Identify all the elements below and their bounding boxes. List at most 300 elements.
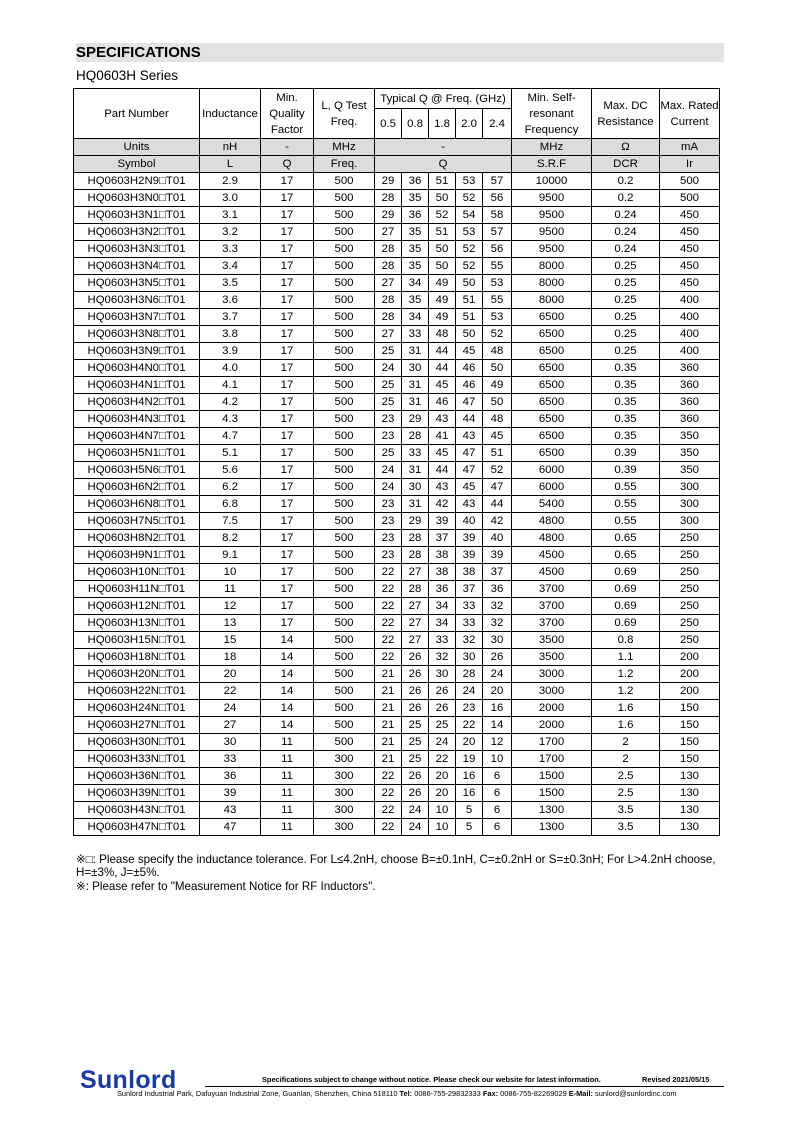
table-cell: 25 [402, 717, 429, 734]
part-number-cell: HQ0603H3N2□T01 [74, 224, 200, 241]
table-row [74, 700, 720, 717]
table-cell: 17 [261, 479, 314, 496]
table-cell: 450 [660, 275, 720, 292]
part-number-cell: HQ0603H3N1□T01 [74, 207, 200, 224]
table-cell: 33 [200, 751, 261, 768]
table-cell: 17 [261, 343, 314, 360]
table-cell: 48 [483, 343, 512, 360]
table-cell: 11 [261, 751, 314, 768]
table-cell: 36 [429, 581, 456, 598]
table-cell: 500 [314, 275, 375, 292]
table-row [74, 717, 720, 734]
table-cell: 20 [483, 683, 512, 700]
table-cell: 500 [314, 513, 375, 530]
table-cell: 14 [261, 649, 314, 666]
table-cell: 0.24 [592, 241, 660, 258]
table-cell: 50 [456, 326, 483, 343]
table-cell: 6.2 [200, 479, 261, 496]
table-cell: 6 [483, 785, 512, 802]
table-cell: 27 [375, 224, 402, 241]
part-number-cell: HQ0603H43N□T01 [74, 802, 200, 819]
table-cell: 18 [200, 649, 261, 666]
table-cell: 0.55 [592, 513, 660, 530]
table-cell: 150 [660, 700, 720, 717]
part-number-cell: HQ0603H4N1□T01 [74, 377, 200, 394]
table-cell: 350 [660, 428, 720, 445]
table-row [74, 598, 720, 615]
table-cell: 3500 [512, 632, 592, 649]
table-cell: 46 [456, 360, 483, 377]
table-cell: 500 [660, 173, 720, 190]
table-cell: 500 [314, 224, 375, 241]
table-cell: 0.35 [592, 377, 660, 394]
table-cell: 1500 [512, 785, 592, 802]
table-cell: 23 [375, 547, 402, 564]
note-measurement: ※: Please refer to "Measurement Notice for RF Inductors". [76, 879, 376, 893]
table-cell: 6 [483, 819, 512, 836]
table-cell: 3700 [512, 581, 592, 598]
table-cell: 17 [261, 207, 314, 224]
table-cell: 50 [483, 394, 512, 411]
table-cell: 14 [261, 700, 314, 717]
table-cell: 40 [456, 513, 483, 530]
header-freq: 1.8 [429, 109, 456, 139]
table-cell: 50 [429, 258, 456, 275]
table-cell: 25 [429, 717, 456, 734]
table-cell: 500 [314, 496, 375, 513]
table-cell: 55 [483, 258, 512, 275]
table-cell: 10 [483, 751, 512, 768]
table-cell: 38 [456, 564, 483, 581]
table-cell: 30 [402, 360, 429, 377]
table-cell: 0.24 [592, 224, 660, 241]
table-cell: 20 [456, 734, 483, 751]
table-cell: 32 [483, 615, 512, 632]
fax-value: 0086-755-82269029 [500, 1089, 567, 1098]
table-cell: 9500 [512, 224, 592, 241]
units-cell: nH [200, 139, 261, 156]
table-cell: 33 [429, 632, 456, 649]
table-cell: 8000 [512, 258, 592, 275]
part-number-cell: HQ0603H9N1□T01 [74, 547, 200, 564]
table-cell: 500 [314, 190, 375, 207]
table-cell: 6500 [512, 343, 592, 360]
table-cell: 53 [483, 309, 512, 326]
table-cell: 0.25 [592, 258, 660, 275]
table-cell: 39 [429, 513, 456, 530]
table-cell: 3500 [512, 649, 592, 666]
table-cell: 35 [402, 292, 429, 309]
table-cell: 24 [402, 802, 429, 819]
table-cell: 44 [429, 360, 456, 377]
table-row [74, 343, 720, 360]
table-cell: 22 [456, 717, 483, 734]
table-cell: 47 [456, 394, 483, 411]
table-cell: 48 [429, 326, 456, 343]
table-cell: 15 [200, 632, 261, 649]
table-cell: 10 [429, 802, 456, 819]
table-cell: 0.69 [592, 564, 660, 581]
table-cell: 49 [429, 292, 456, 309]
table-cell: 5400 [512, 496, 592, 513]
table-cell: 3.4 [200, 258, 261, 275]
table-cell: 57 [483, 224, 512, 241]
table-cell: 27 [402, 632, 429, 649]
table-cell: 1700 [512, 734, 592, 751]
table-cell: 29 [375, 173, 402, 190]
table-cell: 27 [200, 717, 261, 734]
table-cell: 22 [200, 683, 261, 700]
footer-revised: Revised 2021/05/15 [642, 1075, 710, 1084]
table-cell: 6 [483, 802, 512, 819]
table-cell: 300 [314, 768, 375, 785]
table-cell: 17 [261, 564, 314, 581]
table-cell: 24 [483, 666, 512, 683]
table-cell: 14 [261, 717, 314, 734]
header-current: Max. Rated Current [660, 89, 720, 139]
table-cell: 130 [660, 819, 720, 836]
table-cell: 11 [261, 785, 314, 802]
part-number-cell: HQ0603H3N5□T01 [74, 275, 200, 292]
table-row [74, 581, 720, 598]
table-cell: 6.8 [200, 496, 261, 513]
part-number-cell: HQ0603H4N0□T01 [74, 360, 200, 377]
table-cell: 1500 [512, 768, 592, 785]
symbol-cell: DCR [592, 156, 660, 173]
part-number-cell: HQ0603H47N□T01 [74, 819, 200, 836]
table-cell: 23 [456, 700, 483, 717]
table-cell: 3.9 [200, 343, 261, 360]
table-cell: 39 [456, 547, 483, 564]
table-cell: 52 [483, 326, 512, 343]
table-cell: 3.5 [592, 802, 660, 819]
part-number-cell: HQ0603H3N0□T01 [74, 190, 200, 207]
table-cell: 17 [261, 258, 314, 275]
table-cell: 5 [456, 802, 483, 819]
table-cell: 250 [660, 632, 720, 649]
table-cell: 21 [375, 734, 402, 751]
table-cell: 53 [483, 275, 512, 292]
email-value: sunlord@sunlordinc.com [595, 1089, 677, 1098]
table-row [74, 496, 720, 513]
table-cell: 28 [375, 241, 402, 258]
table-cell: 22 [375, 581, 402, 598]
table-row [74, 207, 720, 224]
units-row [74, 139, 720, 156]
table-cell: 34 [429, 598, 456, 615]
table-cell: 27 [402, 598, 429, 615]
table-cell: 45 [429, 445, 456, 462]
part-number-cell: HQ0603H3N7□T01 [74, 309, 200, 326]
table-cell: 58 [483, 207, 512, 224]
table-cell: 0.2 [592, 190, 660, 207]
table-cell: 0.69 [592, 615, 660, 632]
table-cell: 21 [375, 700, 402, 717]
table-cell: 20 [200, 666, 261, 683]
table-cell: 17 [261, 411, 314, 428]
table-cell: 42 [429, 496, 456, 513]
table-cell: 53 [456, 173, 483, 190]
footer-address: Sunlord Industrial Park, Dafuyuan Industrial Zone, Guanlan, Shenzhen, China 518110 [117, 1089, 398, 1098]
table-cell: 39 [483, 547, 512, 564]
table-cell: 36 [402, 207, 429, 224]
table-cell: 24 [375, 462, 402, 479]
table-cell: 26 [483, 649, 512, 666]
header-row-1 [74, 89, 720, 109]
table-cell: 34 [402, 275, 429, 292]
table-cell: 22 [375, 632, 402, 649]
table-row [74, 462, 720, 479]
table-cell: 500 [314, 394, 375, 411]
part-number-cell: HQ0603H3N8□T01 [74, 326, 200, 343]
table-cell: 450 [660, 258, 720, 275]
table-cell: 360 [660, 411, 720, 428]
table-cell: 1.6 [592, 700, 660, 717]
table-cell: 25 [375, 377, 402, 394]
section-title: SPECIFICATIONS [76, 44, 201, 61]
table-cell: 20 [429, 768, 456, 785]
table-cell: 3000 [512, 683, 592, 700]
header-dcr: Max. DC Resistance [592, 89, 660, 139]
table-row [74, 224, 720, 241]
table-cell: 500 [314, 530, 375, 547]
table-cell: 47 [456, 462, 483, 479]
part-number-cell: HQ0603H6N8□T01 [74, 496, 200, 513]
table-cell: 46 [456, 377, 483, 394]
table-cell: 22 [375, 615, 402, 632]
part-number-cell: HQ0603H4N2□T01 [74, 394, 200, 411]
table-cell: 300 [660, 496, 720, 513]
table-cell: 500 [314, 428, 375, 445]
table-cell: 22 [375, 819, 402, 836]
table-cell: 17 [261, 190, 314, 207]
table-row [74, 734, 720, 751]
table-cell: 3.2 [200, 224, 261, 241]
table-row [74, 394, 720, 411]
table-cell: 43 [456, 496, 483, 513]
table-cell: 11 [261, 819, 314, 836]
table-cell: 54 [456, 207, 483, 224]
table-cell: 12 [483, 734, 512, 751]
table-cell: 2 [592, 734, 660, 751]
table-cell: 0.24 [592, 207, 660, 224]
table-row [74, 751, 720, 768]
table-cell: 35 [402, 224, 429, 241]
table-cell: 52 [456, 241, 483, 258]
header-freq: 0.5 [375, 109, 402, 139]
table-cell: 37 [429, 530, 456, 547]
header-part-number: Part Number [74, 89, 200, 139]
table-cell: 2.5 [592, 768, 660, 785]
table-cell: 400 [660, 292, 720, 309]
table-row [74, 802, 720, 819]
table-cell: 21 [375, 666, 402, 683]
table-cell: 31 [402, 377, 429, 394]
symbol-cell: S.R.F [512, 156, 592, 173]
table-cell: 43 [456, 428, 483, 445]
symbol-cell: Ir [660, 156, 720, 173]
table-row [74, 479, 720, 496]
table-cell: 31 [402, 343, 429, 360]
units-cell: - [261, 139, 314, 156]
table-cell: 400 [660, 326, 720, 343]
table-row [74, 292, 720, 309]
units-cell: Units [74, 139, 200, 156]
table-cell: 360 [660, 360, 720, 377]
table-cell: 23 [375, 496, 402, 513]
table-cell: 17 [261, 496, 314, 513]
table-cell: 500 [314, 445, 375, 462]
table-cell: 6500 [512, 360, 592, 377]
table-cell: 4500 [512, 547, 592, 564]
part-number-cell: HQ0603H4N3□T01 [74, 411, 200, 428]
table-cell: 50 [456, 275, 483, 292]
table-cell: 3.1 [200, 207, 261, 224]
table-cell: 51 [456, 309, 483, 326]
section-title-bar [76, 43, 724, 62]
table-row [74, 615, 720, 632]
table-cell: 0.25 [592, 292, 660, 309]
table-cell: 47 [483, 479, 512, 496]
table-cell: 30 [456, 649, 483, 666]
table-cell: 300 [660, 479, 720, 496]
table-cell: 3.3 [200, 241, 261, 258]
table-cell: 45 [483, 428, 512, 445]
table-cell: 400 [660, 343, 720, 360]
table-cell: 36 [402, 173, 429, 190]
table-cell: 450 [660, 224, 720, 241]
table-cell: 450 [660, 241, 720, 258]
table-row [74, 445, 720, 462]
table-cell: 2000 [512, 717, 592, 734]
table-cell: 3.5 [592, 819, 660, 836]
table-cell: 25 [375, 394, 402, 411]
table-cell: 500 [314, 343, 375, 360]
table-cell: 20 [429, 785, 456, 802]
table-cell: 42 [483, 513, 512, 530]
table-cell: 4800 [512, 513, 592, 530]
table-cell: 500 [314, 717, 375, 734]
table-cell: 31 [402, 496, 429, 513]
table-cell: 24 [200, 700, 261, 717]
table-cell: 500 [314, 615, 375, 632]
table-cell: 8000 [512, 275, 592, 292]
table-cell: 14 [261, 632, 314, 649]
table-cell: 28 [375, 292, 402, 309]
table-cell: 45 [429, 377, 456, 394]
table-cell: 4800 [512, 530, 592, 547]
part-number-cell: HQ0603H4N7□T01 [74, 428, 200, 445]
table-cell: 0.35 [592, 360, 660, 377]
table-cell: 4.0 [200, 360, 261, 377]
brand-logo: Sunlord [80, 1066, 177, 1094]
table-cell: 500 [314, 581, 375, 598]
table-cell: 48 [483, 411, 512, 428]
table-cell: 28 [456, 666, 483, 683]
table-cell: 53 [456, 224, 483, 241]
part-number-cell: HQ0603H33N□T01 [74, 751, 200, 768]
table-cell: 17 [261, 292, 314, 309]
table-row [74, 360, 720, 377]
table-row [74, 547, 720, 564]
table-cell: 6500 [512, 411, 592, 428]
table-row [74, 819, 720, 836]
footer-divider [205, 1086, 724, 1087]
table-cell: 1300 [512, 802, 592, 819]
table-cell: 16 [456, 768, 483, 785]
table-cell: 500 [314, 360, 375, 377]
header-freq: 0.8 [402, 109, 429, 139]
table-cell: 0.25 [592, 275, 660, 292]
table-row [74, 190, 720, 207]
table-cell: 33 [456, 615, 483, 632]
symbol-cell: Q [261, 156, 314, 173]
table-cell: 33 [402, 445, 429, 462]
table-cell: 360 [660, 377, 720, 394]
table-cell: 38 [429, 547, 456, 564]
table-cell: 44 [483, 496, 512, 513]
table-cell: 6000 [512, 479, 592, 496]
table-cell: 17 [261, 377, 314, 394]
table-cell: 9500 [512, 241, 592, 258]
table-cell: 13 [200, 615, 261, 632]
table-cell: 30 [200, 734, 261, 751]
table-cell: 14 [261, 683, 314, 700]
table-cell: 36 [200, 768, 261, 785]
table-cell: 7.5 [200, 513, 261, 530]
table-row [74, 649, 720, 666]
table-cell: 51 [456, 292, 483, 309]
table-cell: 28 [402, 547, 429, 564]
table-cell: 11 [261, 802, 314, 819]
table-cell: 24 [456, 683, 483, 700]
table-cell: 31 [402, 462, 429, 479]
table-cell: 500 [314, 173, 375, 190]
table-cell: 500 [314, 564, 375, 581]
table-cell: 17 [261, 309, 314, 326]
table-cell: 28 [402, 581, 429, 598]
table-cell: 150 [660, 734, 720, 751]
table-cell: 11 [261, 734, 314, 751]
table-cell: 32 [429, 649, 456, 666]
table-cell: 0.35 [592, 394, 660, 411]
series-name: HQ0603H Series [76, 68, 179, 83]
table-cell: 47 [456, 445, 483, 462]
table-cell: 450 [660, 207, 720, 224]
table-cell: 24 [375, 360, 402, 377]
table-cell: 0.39 [592, 445, 660, 462]
table-cell: 350 [660, 462, 720, 479]
table-cell: 300 [314, 785, 375, 802]
table-cell: 3.7 [200, 309, 261, 326]
table-cell: 22 [375, 768, 402, 785]
part-number-cell: HQ0603H5N6□T01 [74, 462, 200, 479]
table-row [74, 309, 720, 326]
table-cell: 300 [660, 513, 720, 530]
symbol-row [74, 156, 720, 173]
table-row [74, 530, 720, 547]
table-cell: 24 [402, 819, 429, 836]
table-cell: 3.5 [200, 275, 261, 292]
table-cell: 500 [314, 547, 375, 564]
table-cell: 5.6 [200, 462, 261, 479]
table-cell: 34 [429, 615, 456, 632]
specifications-table [73, 88, 720, 836]
table-cell: 8.2 [200, 530, 261, 547]
table-cell: 28 [402, 530, 429, 547]
table-cell: 500 [314, 649, 375, 666]
table-cell: 27 [402, 564, 429, 581]
